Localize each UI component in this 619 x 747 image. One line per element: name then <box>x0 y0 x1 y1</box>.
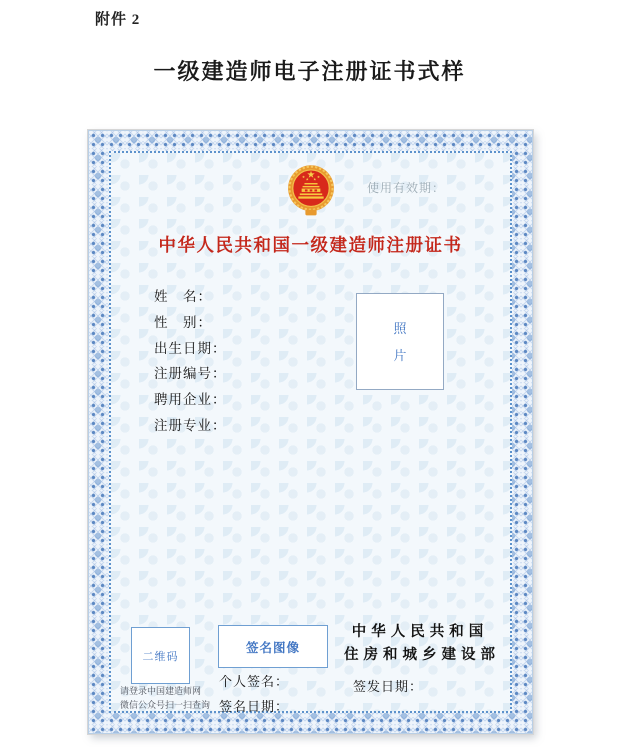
personal-signature-label: 个人签名： <box>219 674 290 689</box>
field-birthdate: 出生日期： <box>154 340 227 356</box>
photo-placeholder-label: 照片 <box>393 320 407 363</box>
validity-label: 使用有效期： <box>367 181 446 195</box>
field-registration-number: 注册编号： <box>154 366 227 382</box>
national-emblem-icon <box>282 162 339 220</box>
issuer-line1: 中华人民共和国 <box>351 624 489 640</box>
signature-image-placeholder <box>218 625 328 668</box>
qr-code-label: 二维码 <box>142 650 179 663</box>
certificate <box>88 130 533 734</box>
certificate-title: 中华人民共和国一级建造师注册证书 <box>158 235 463 255</box>
page-title: 一级建造师电子注册证书式样 <box>153 59 466 84</box>
photo-placeholder <box>356 293 444 390</box>
field-name: 姓 名： <box>154 289 212 304</box>
field-gender: 性 别： <box>154 314 212 330</box>
issuer-line2: 住房和城乡建设部 <box>344 647 500 663</box>
field-registered-major: 注册专业： <box>154 417 227 433</box>
signature-date-label: 签名日期： <box>219 699 290 714</box>
certificate-inner <box>109 151 512 713</box>
qr-caption <box>120 684 210 712</box>
field-list <box>154 284 227 439</box>
signature-image-label: 签名图像 <box>245 640 300 655</box>
qr-caption-line1: 请登录中国建造师网 <box>120 686 202 696</box>
qr-caption-line2: 微信公众号扫一扫查询 <box>120 700 211 710</box>
qr-code-placeholder <box>131 627 190 684</box>
attachment-label: 附件 2 <box>95 12 141 28</box>
field-employer: 聘用企业： <box>154 392 227 408</box>
issue-date-label: 签发日期： <box>353 679 424 694</box>
issuer-block <box>344 621 500 667</box>
